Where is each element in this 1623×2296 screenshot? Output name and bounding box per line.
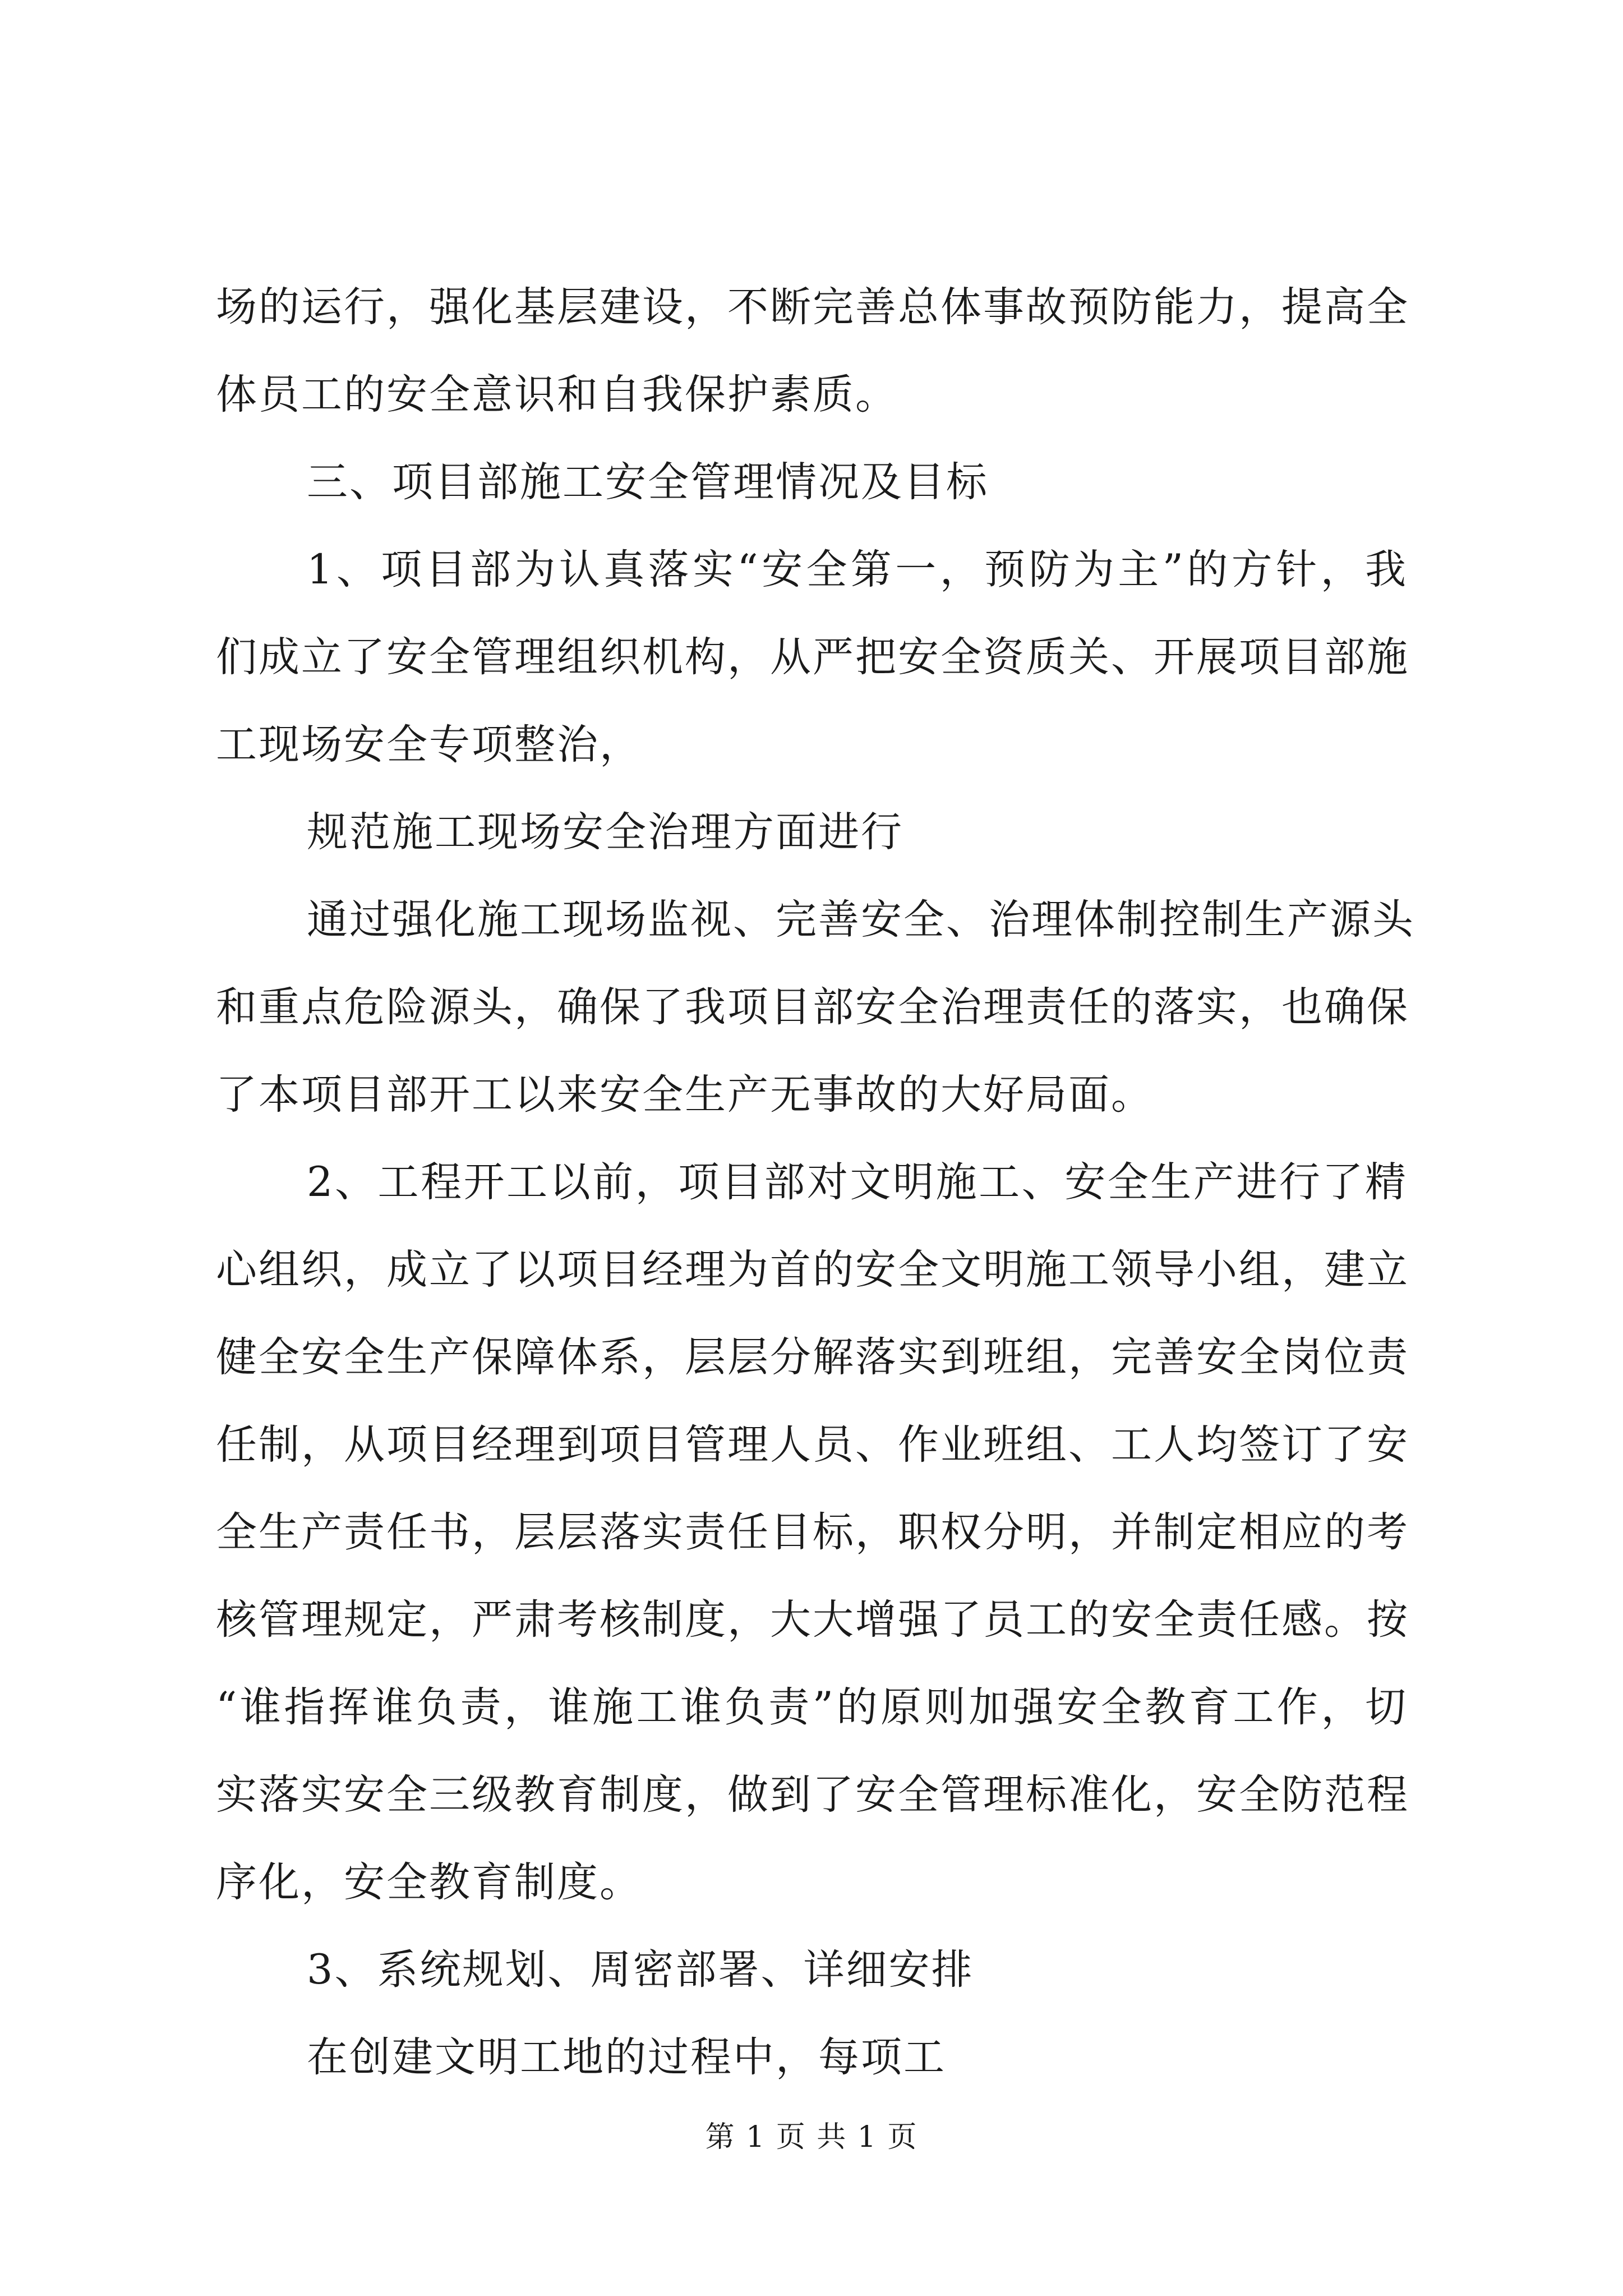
text-line: 了本项目部开工以来安全生产无事故的大好局面。: [216, 1071, 1154, 1119]
text-line: 全生产责任书，层层落实责任目标，职权分明，并制定相应的考: [216, 1508, 1409, 1556]
section-heading: 三、项目部施工安全管理情况及目标: [307, 458, 989, 506]
text-line: 通过强化施工现场监视、完善安全、治理体制控制生产源头: [307, 896, 1415, 944]
text-line: 2、工程开工以前，项目部对文明施工、安全生产进行了精: [307, 1158, 1408, 1206]
text-line: 和重点危险源头，确保了我项目部安全治理责任的落实，也确保: [216, 983, 1409, 1031]
text-line: 健全安全生产保障体系，层层分解落实到班组，完善安全岗位责: [216, 1333, 1409, 1381]
text-line: 规范施工现场安全治理方面进行: [307, 808, 903, 856]
text-line: 1、项目部为认真落实“安全第一，预防为主”的方针，我: [307, 546, 1408, 593]
text-line: 体员工的安全意识和自我保护素质。: [216, 371, 898, 418]
text-line: 工现场安全专项整治，: [216, 721, 642, 769]
text-line: “谁指挥谁负责，谁施工谁负责”的原则加强安全教育工作，切: [216, 1683, 1408, 1731]
text-line: 场的运行，强化基层建设，不断完善总体事故预防能力，提高全: [216, 283, 1409, 331]
page-number-footer: 第 1 页 共 1 页: [705, 2120, 918, 2154]
document-body: [216, 264, 1415, 2101]
text-line: 序化，安全教育制度。: [216, 1858, 642, 1906]
text-line: 心组织，成立了以项目经理为首的安全文明施工领导小组，建立: [216, 1246, 1409, 1294]
text-line: 们成立了安全管理组织机构，从严把安全资质关、开展项目部施: [216, 633, 1409, 681]
text-line: 任制，从项目经理到项目管理人员、作业班组、工人均签订了安: [216, 1421, 1409, 1469]
text-line: 在创建文明工地的过程中，每项工: [307, 2033, 946, 2081]
text-line: 实落实安全三级教育制度，做到了安全管理标准化，安全防范程: [216, 1771, 1409, 1819]
text-line: 3、系统规划、周密部署、详细安排: [307, 1946, 974, 1994]
text-line: 核管理规定，严肃考核制度，大大增强了员工的安全责任感。按: [216, 1596, 1409, 1644]
